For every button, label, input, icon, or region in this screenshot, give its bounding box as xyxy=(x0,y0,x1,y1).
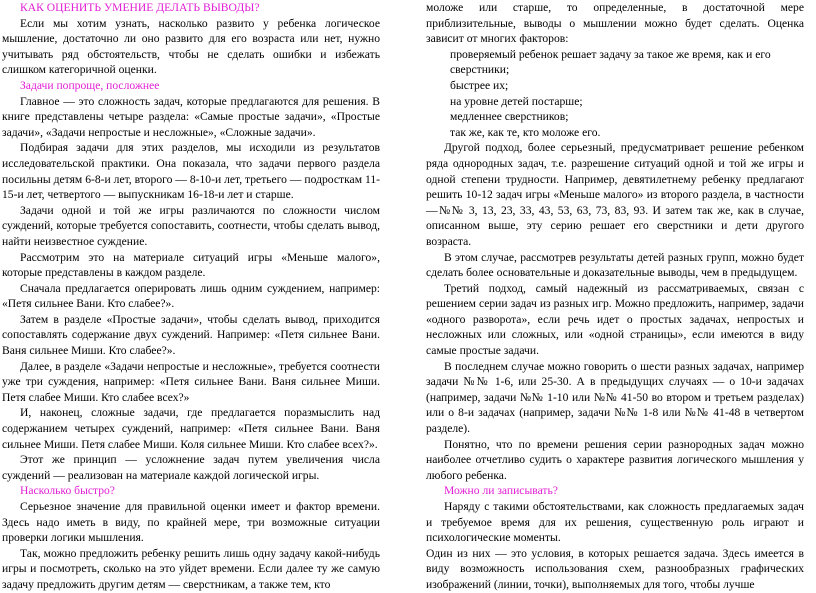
paragraph: Этот же принцип — усложнение задач путем увеличения числа суждений — реализован на материале каждой логической игры. xyxy=(2,453,380,482)
list-item: на уровне детей постарше; xyxy=(450,94,583,108)
paragraph: Серьезное значение для правильной оценки имеет и фактор времени. Здесь надо иметь в виду, по крайней мере, три возможные ситуации проверки логики мышления. xyxy=(2,500,380,545)
left-column xyxy=(2,0,380,593)
list-item: так же, как те, кто моложе его. xyxy=(450,125,601,139)
paragraph: Сначала предлагается оперировать лишь одним суждением, например: «Петя сильнее Вани. Кто слабее?». xyxy=(2,281,380,311)
list-item: проверяемый ребенок решает задачу за такое же время, как и его сверстники; xyxy=(450,47,771,77)
paragraph: Главное — это сложность задач, которые предлагаются для решения. В книге представлены четыре раздела: «Самые простые задачи», «Простые задачи», «Задачи непростые и несложные», «Сложные задачи». xyxy=(2,94,380,139)
paragraph: И, наконец, сложные задачи, где предлагается поразмыслить над содержанием четырех суждений, например: «Петя сильнее Вани. Ваня сильнее Миши. Петя слабее Миши. Коля сильнее Миши. Кто слабее всех?». xyxy=(2,406,380,451)
paragraph: Третий подход, самый надежный из рассматриваемых, связан с решением серии задач из разных игр. Можно предложить, например, задачи «одного разворота», если речь идет о простых задачах, непростых и несложных или сложных, или «одной страницы», если имеются в виду самые простые задачи. xyxy=(426,281,804,358)
list-item: быстрее их; xyxy=(450,78,509,92)
paragraph: Задачи одной и той же игры различаются по сложности числом суждений, которые требуется сопоставить, соотнести, чтобы сделать вывод, найти неизвестное суждение. xyxy=(2,203,380,248)
paragraph: Подбирая задачи для этих разделов, мы исходили из результатов исследовательской практики. Она показала, что задачи первого раздела посильны детям 6-8-и лет, второго — 8-10-и лет, третьего — подросткам 11-15-и лет, четвертого — выпускникам 16-18-и лет и старше. xyxy=(2,141,380,202)
paragraph: моложе или старше, то определенные, в достаточной мере приблизительные, выводы о мышлении можно будет сделать. Оценка зависит от многих факторов: xyxy=(426,1,804,46)
paragraph: Если мы хотим узнать, насколько развито у ребенка логическое мышление, достаточно ли оно развито для его возраста или нет, нужно учитывать ряд обстоятельств, чтобы не сделать ошибки и избежать слишком категоричной оценки. xyxy=(2,16,380,77)
paragraph: В этом случае, рассмотрев результаты детей разных групп, можно будет сделать более основательные и доказательные выводы, чем в предыдущем. xyxy=(426,250,804,280)
paragraph: Рассмотрим это на материале ситуаций игры «Меньше малого», которые представлены в каждом разделе. xyxy=(2,250,380,280)
paragraph: В последнем случае можно говорить о шести разных задачах, например задачи №№ 1-6, или 25-30. А в предыдущих случаях — о 10-и задачах (например, задачи №№ 1-10 или №№ 41-50 во втором и третьем разделах) или о 8-и задачах (например, задачи №№ 1-8 или №№ 41-48 в четвертом разделе). xyxy=(426,359,804,436)
paragraph: Затем в разделе «Простые задачи», чтобы сделать вывод, приходится сопоставлять содержание двух суждений. Например: «Петя сильнее Вани. Ваня сильнее Миши. Кто слабее?». xyxy=(2,312,380,358)
paragraph: Понятно, что по времени решения серии разнородных задач можно наиболее отчетливо судить о характере развития логического мышления у любого ребенка. xyxy=(426,437,804,482)
paragraph: Так, можно предложить ребенку решить лишь одну задачу какой-нибудь игры и посмотреть, сколько на это уйдет времени. Если далее ту же самую задачу предложить другим детям — сверстникам, а также тем, кто xyxy=(2,546,380,591)
section-heading-recording: Можно ли записывать? xyxy=(444,484,558,498)
right-column xyxy=(426,0,804,593)
paragraph: Наряду с такими обстоятельствами, как сложность предлагаемых задач и требуемое время для их решения, существенную роль играют и психологические моменты. xyxy=(426,500,804,545)
section-heading-difficulty: Задачи попроще, посложнее xyxy=(20,78,160,92)
document-title: КАК ОЦЕНИТЬ УМЕНИЕ ДЕЛАТЬ ВЫВОДЫ? xyxy=(20,1,260,14)
paragraph: Другой подход, более серьезный, предусматривает решение ребенком ряда однородных задач, т.е. разрешение ситуаций одной и той же игры и одной степени трудности. Например, девятилетнему ребенку предлагают решить 10-12 задач игры «Меньше малого» из второго раздела, в частности —№№ 3, 13, 23, 33, 43, 53, 63, 73, 83, 93. И затем так же, как в случае, описанном выше, эту серию решает его сверстники и дети другого возраста. xyxy=(426,141,804,248)
paragraph: Один из них — это условия, в которых решается задача. Здесь имеется в виду возможность использования схем, разнообразных графических изображений (линии, точки), выполняемых для того, чтобы лучше xyxy=(426,546,804,591)
section-heading-speed: Насколько быстро? xyxy=(20,484,115,498)
paragraph: Далее, в разделе «Задачи непростые и несложные», требуется соотнести уже три суждения, например: «Петя сильнее Вани. Ваня сильнее Миши. Петя слабее Миши. Кто слабее всех?» xyxy=(2,359,380,404)
list-item: медленнее сверстников; xyxy=(450,110,569,124)
